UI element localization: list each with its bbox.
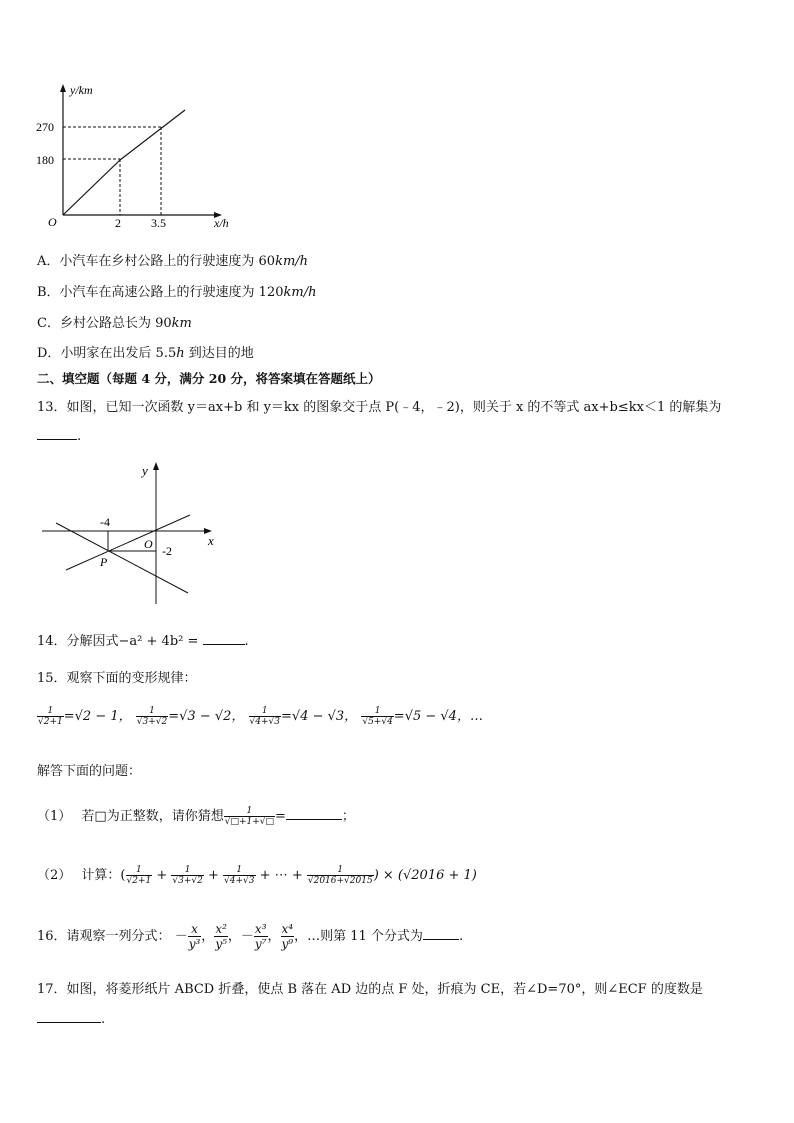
pattern-rhs-4: =√5 − √4，… [393, 709, 483, 724]
pattern-rhs-2: =√3 − √2， [168, 709, 245, 724]
travel-line-2 [120, 110, 185, 160]
part-2-tail: ) × (√2016 + 1) [373, 868, 477, 883]
question-15-part-2: （2） 计算：( $\frac{1}{√2+1}$ + $\frac{1}{√3+√2}$ + $\frac{1}{√4+√3}$ + ⋯ + $\frac{1}{√2016+√2015}$ ) × (√2016 + 1) [37, 865, 477, 886]
question-15-part-1 [37, 805, 355, 827]
sum-term-last: $\frac{1}{√2016+√2015}$ [307, 865, 373, 886]
question-14-text: 14．分解因式−a² + 4b² = [37, 634, 199, 649]
option-b-unit: km/h [283, 285, 317, 300]
origin-label: O [48, 215, 57, 229]
tick-neg4: -4 [100, 515, 110, 529]
q14-period: . [244, 634, 249, 649]
sum-term-3: $\frac{1}{√4+√3}$ [224, 865, 255, 886]
q16-period: . [458, 929, 464, 944]
sum-term-1: $\frac{1}{√2+1}$ [126, 865, 152, 886]
answer-blank-17[interactable] [37, 1010, 101, 1023]
question-15-title: 15．观察下面的变形规律： [37, 671, 197, 686]
question-13 [37, 396, 721, 415]
y-axis-arrow [153, 462, 159, 470]
q13-period: . [77, 429, 82, 444]
question-17-answer-line [37, 1010, 105, 1027]
option-b-text: B．小汽车在高速公路上的行驶速度为 120 [37, 285, 284, 300]
x-label: x [208, 533, 214, 548]
q16-prefix: 16．请观察一列分式： [37, 929, 171, 944]
travel-line [63, 160, 120, 215]
x-tick-2: 2 [115, 216, 121, 230]
x-axis-label: x/h [214, 216, 229, 230]
q16-sign-4: ， [267, 929, 281, 944]
pattern-row [37, 705, 483, 727]
option-a [37, 250, 308, 269]
linear-functions-graph [38, 458, 238, 608]
option-a-text: A．小汽车在乡村公路上的行驶速度为 60 [37, 254, 276, 269]
tick-neg2: -2 [162, 544, 172, 558]
option-d [37, 342, 254, 361]
line-ax-b [56, 523, 188, 593]
section-heading: 二、填空题（每题 4 分，满分 20 分，将答案填在答题纸上） [37, 371, 381, 386]
option-d-h: h [176, 346, 185, 361]
q17-period: . [101, 1012, 106, 1027]
y-tick-180: 180 [36, 153, 54, 167]
option-c [37, 312, 192, 331]
question-17 [37, 978, 703, 997]
option-b [37, 281, 316, 300]
option-c-unit: km [171, 316, 192, 331]
answer-blank-16[interactable] [423, 927, 459, 940]
part-1-label: （1） [37, 809, 72, 824]
part-2-text: 计算：( [81, 868, 126, 883]
option-a-unit: km/h [275, 254, 309, 269]
q16-sign-1: － [174, 929, 188, 944]
q16-term-4: $\frac{\text{x⁴}}{\text{y⁹}}$ [281, 922, 294, 951]
answer-intro: 解答下面的问题： [37, 764, 142, 779]
origin-label: O [144, 537, 153, 551]
x-tick-3.5: 3.5 [151, 216, 166, 230]
question-13-text: 13．如图，已知一次函数 y＝ax+b 和 y＝kx 的图象交于点 P(﹣4，﹣2)，则关于 x 的不等式 ax+b≤kx＜1 的解集为 [37, 400, 722, 415]
line-kx [66, 515, 190, 570]
pattern-fraction-4: $\frac{1}{√5+√4}$ [362, 706, 393, 727]
question-14 [37, 630, 249, 649]
q16-sign-3: ，－ [227, 929, 254, 944]
part-1-equals: = [275, 809, 286, 824]
point-p-label: P [100, 555, 108, 569]
option-c-text: C．乡村公路总长为 90 [37, 316, 172, 331]
question-13-answer-line [37, 427, 81, 444]
question-17-text: 17．如图，将菱形纸片 ABCD 折叠，使点 B 落在 AD 边的点 F 处，折痕为 CE，若∠D=70°，则∠ECF 的度数是 [37, 982, 703, 997]
q16-term-1: $\frac{x}{\text{y³}}$ [188, 922, 201, 951]
q16-suffix: ，…则第 11 个分式为 [294, 929, 423, 944]
sum-dots: + ⋯ + [259, 868, 303, 883]
y-axis-label: y/km [70, 83, 93, 97]
distance-time-graph [30, 80, 250, 235]
sum-term-2: $\frac{1}{√3+√2}$ [172, 865, 203, 886]
q16-term-2: $\frac{\text{x²}}{\text{y⁵}}$ [215, 922, 227, 951]
answer-blank-15-1[interactable] [286, 807, 342, 820]
pattern-fraction-1: $\frac{1}{√2+1}$ [38, 706, 63, 727]
pattern-rhs-1: =√2 − 1， [63, 709, 132, 724]
pattern-fraction-3: $\frac{1}{√4+√3}$ [249, 706, 281, 727]
y-axis-arrow [60, 84, 66, 92]
pattern-rhs-3: =√4 − √3， [281, 709, 358, 724]
answer-blank-14[interactable] [203, 632, 245, 645]
part-2-label: （2） [37, 868, 72, 883]
y-label: y [142, 463, 148, 478]
part-1-text: 若□为正整数，请你猜想 [81, 809, 224, 824]
question-16 [37, 922, 463, 951]
option-d-text: D．小明家在出发后 5.5 [37, 346, 177, 361]
q16-sign-2: ， [201, 929, 215, 944]
y-tick-270: 270 [36, 120, 54, 134]
part-1-end: ； [341, 809, 355, 824]
part-1-fraction: $\frac{1}{√□+1+√□}$ [224, 806, 275, 827]
answer-blank-13[interactable] [37, 427, 77, 440]
option-d-suffix: 到达目的地 [184, 346, 254, 361]
q16-term-3: $\frac{\text{x³}}{\text{y⁷}}$ [254, 922, 267, 951]
pattern-fraction-2: $\frac{1}{√3+√2}$ [136, 706, 168, 727]
